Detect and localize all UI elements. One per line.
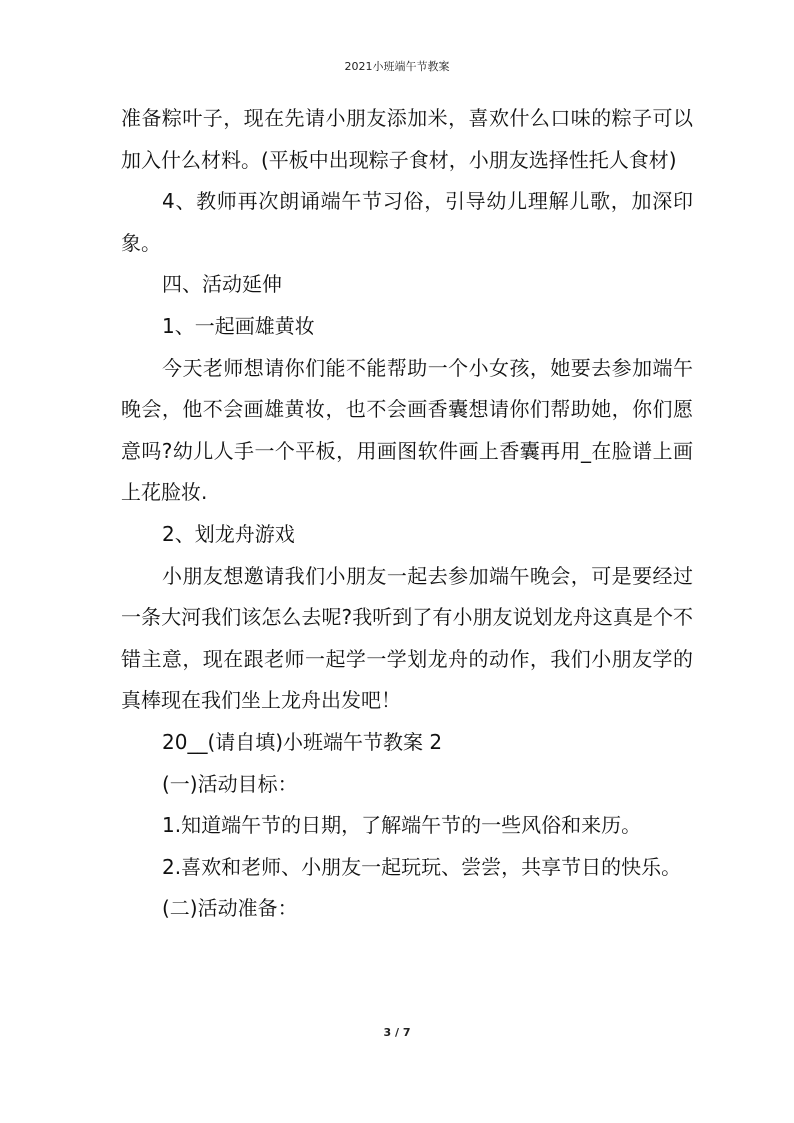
page-header: 2021小班端午节教案: [344, 60, 450, 73]
paragraph-draw-realgar-makeup: 今天老师想请你们能不能帮助一个小女孩，她要去参加端午晚会，他不会画雄黄妆，也不会画香囊想请你们帮助她，你们愿意吗?幼儿人手一个平板，用画图软件画上香囊再用_在脸谱上画上花脸妆.: [121, 355, 693, 505]
paragraph-step-4: 4、教师再次朗诵端午节习俗，引导幼儿理解儿歌，加深印象。: [121, 189, 693, 255]
subheading-draw-realgar-makeup: 1、一起画雄黄妆: [162, 313, 315, 338]
heading-activity-preparation: (二)活动准备：: [162, 896, 298, 921]
document-body: [121, 98, 693, 930]
paragraph-dragon-boat-game: 小朋友想邀请我们小朋友一起去参加端午晚会，可是要经过一条大河我们该怎么去呢?我听到了有小朋友说划龙舟这真是个不错主意，现在跟老师一起学一学划龙舟的动作，我们小朋友学的真棒现在我们坐上龙舟出发吧！: [121, 563, 693, 713]
lesson-plan-2-title: 20__(请自填)小班端午节教案 2: [162, 729, 443, 754]
goal-item-2: 2.喜欢和老师、小朋友一起玩玩、尝尝，共享节日的快乐。: [162, 854, 682, 879]
heading-activity-goals: (一)活动目标：: [162, 771, 298, 796]
goal-item-1: 1.知道端午节的日期，了解端午节的一些风俗和来历。: [162, 813, 642, 838]
page-number: 3 / 7: [383, 1026, 411, 1039]
paragraph-rice-dumpling-ingredients: 准备粽叶子，现在先请小朋友添加米，喜欢什么口味的粽子可以加入什么材料。(平板中出现粽子食材，小朋友选择性托人食材): [121, 106, 693, 172]
subheading-dragon-boat-game: 2、划龙舟游戏: [162, 521, 295, 546]
section-heading-activity-extension: 四、活动延伸: [162, 272, 282, 297]
